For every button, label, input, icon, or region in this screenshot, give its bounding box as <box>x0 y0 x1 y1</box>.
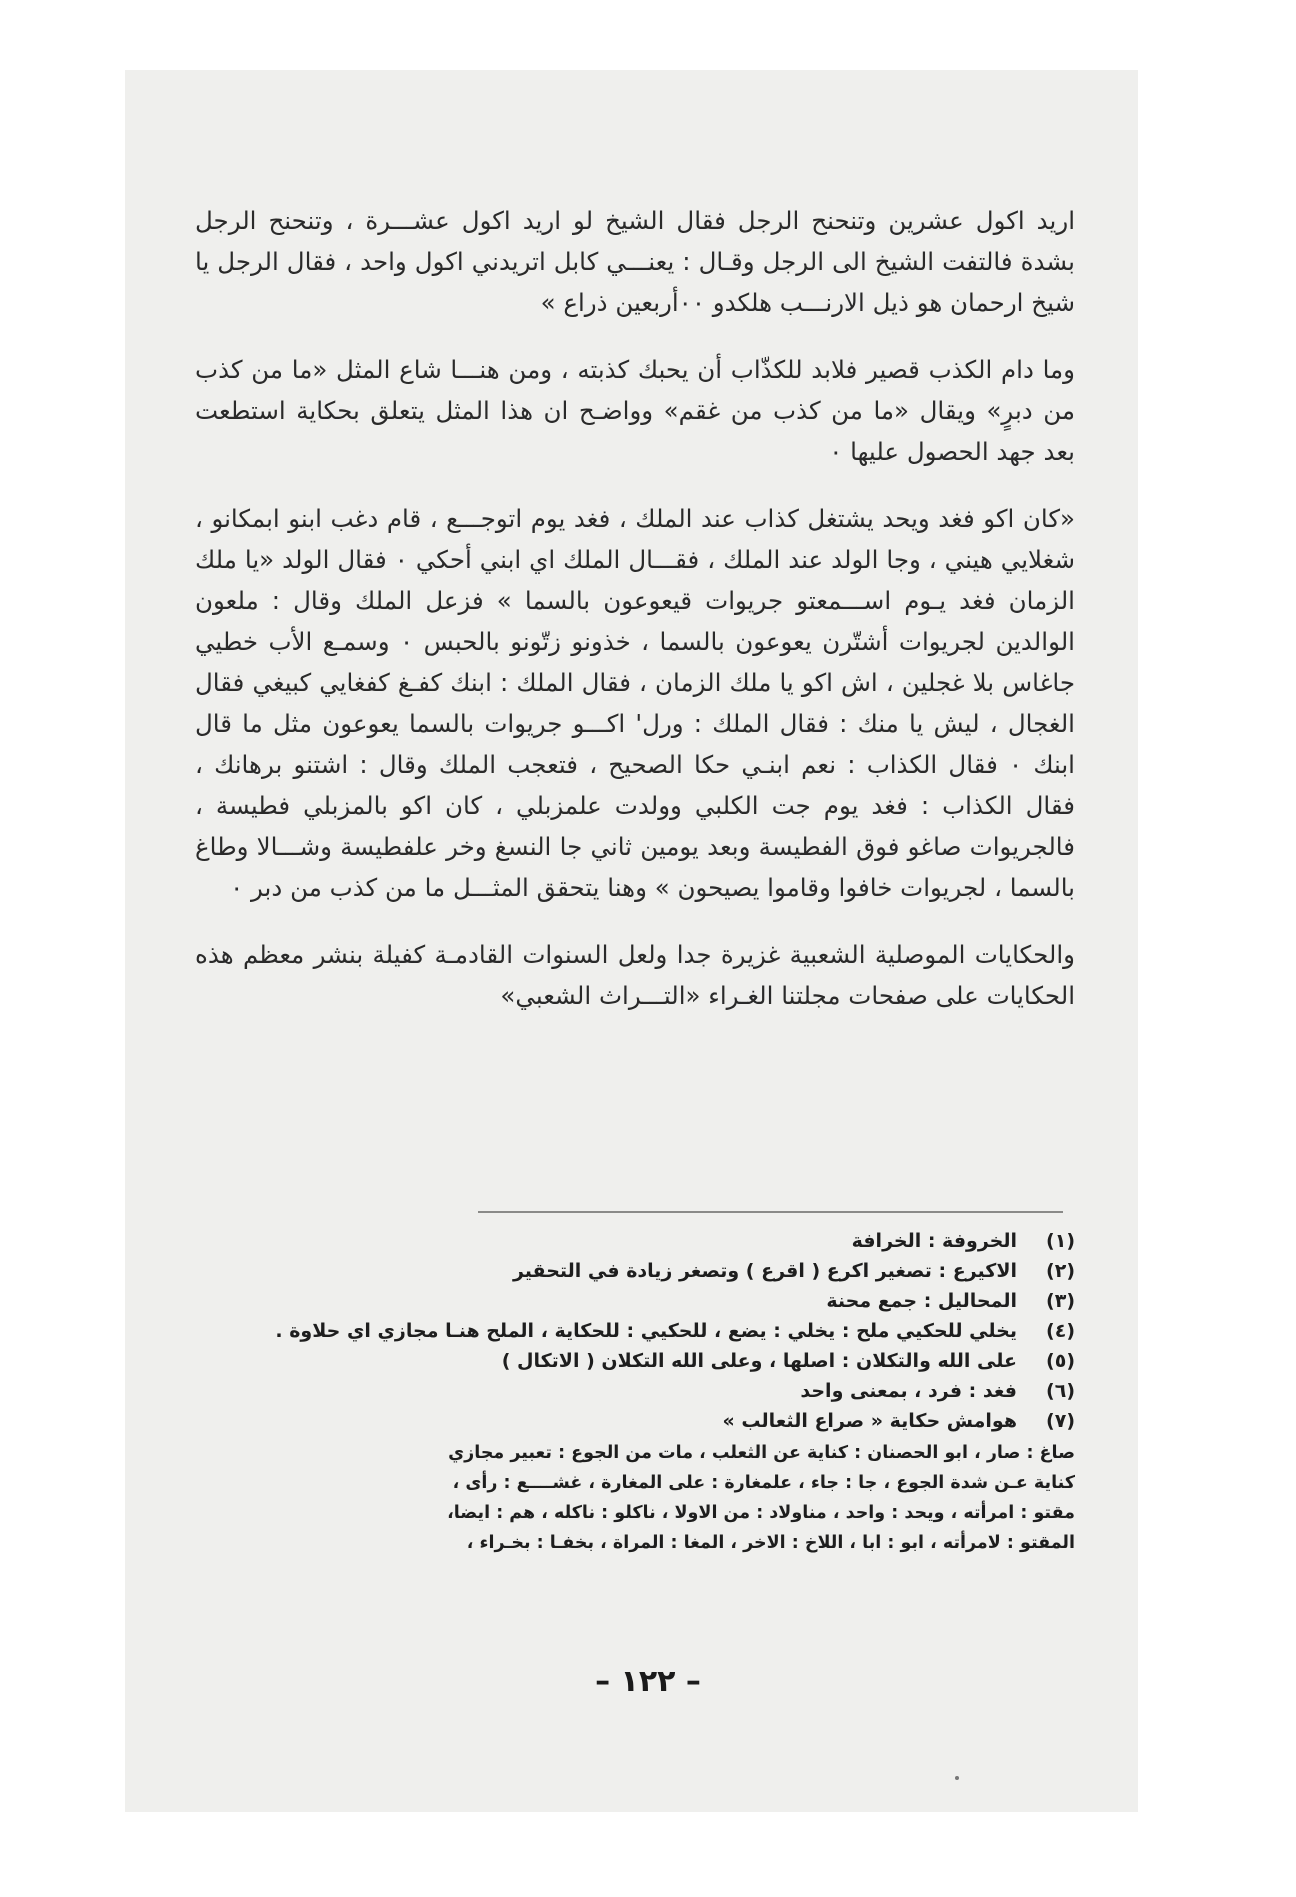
main-text <box>195 200 1075 1016</box>
footnote-number: (٢) <box>1046 1260 1075 1282</box>
footnote-number: (٥) <box>1046 1350 1075 1372</box>
footnote-number: (١) <box>1046 1230 1075 1252</box>
footnote-text: فغد : فرد ، بمعنى واحد <box>800 1380 1017 1402</box>
glossary-line: صاغ : صار ، ابو الحصنان : كناية عن الثعلب ، مات من الجوع : تعبير مجازي <box>448 1443 1075 1463</box>
paragraph: «كان اكو فغد ويحد يشتغل كذاب عند الملك ، فغد يوم اتوجـــع ، قام دغب ابنو ابمكانو ، شغلايي هيني ، وجا الولد عند الملك ، فقـــال الملك اي ابني أحكي ٠ فقال الولد «يا ملك الزمان فغد يـوم اســـمعتو جريوات قيعوعون بالسما » فزعل الملك وقال : ملعون الوالدين لجريوات أشتّرن يعوعون بالسما ، خذونو زتّونو بالحبس ٠ وسمـع الأب خطيي جاغاس بلا غجلين ، اش اكو يا ملك الزمان ، فقال الملك : ابنك كفـغ كفغايي كبيغي فقال الغجال ، ليش يا منك : فقال الملك : ورل' اكـــو جريوات بالسما يعوعون مثل ما قال ابنك ٠ فقال الكذاب : نعم ابنـي حكا الصحيح ، فتعجب الملك وقال : اشتنو برهانك ، فقال الكذاب : فغد يوم جت الكلبي وولدت علمزبلي ، كان اكو بالمزبلي فطيسة ، فالجريوات صاغو فوق الفطيسة وبعد يومين ثاني جا النسغ وخر علفطيسة وشـــالا وطاغ بالسما ، لجريوات خافوا وقاموا يصيحون » وهنا يتحقق المثـــل ما من كذب من دبر ٠ <box>195 504 1075 902</box>
footnote <box>195 1406 1075 1436</box>
footnote-text: الاكيرع : تصغير اكرع ( اقرع ) وتصغر زيادة في التحقير <box>512 1260 1017 1282</box>
page-number: – ١٢٢ – <box>595 1664 701 1699</box>
footnote <box>195 1256 1075 1286</box>
footnote <box>195 1346 1075 1376</box>
footnote <box>195 1316 1075 1346</box>
paragraph: اريد اكول عشرين وتنحنح الرجل فقال الشيخ لو اريد اكول عشـــرة ، وتنحنح الرجل بشدة فالتفت الشيخ الى الرجل وقـال : يعنـــي كابل اتريدني اكول واحد ، فقال الرجل يا شيخ ارحمان هو ذيل الارنـــب هلكدو ٠٠أربعين ذراع » <box>195 206 1075 317</box>
paragraph: وما دام الكذب قصير فلابد للكذّاب أن يحبك كذبته ، ومن هنـــا شاع المثل «ما من كذب من دبرٍ» ويقال «ما من كذب من غقم» وواضـح ان هذا المثل يتعلق بحكاية استطعت بعد جهد الحصول عليها ٠ <box>195 355 1075 466</box>
glossary <box>195 1438 1075 1558</box>
paragraph: والحكايات الموصلية الشعبية غزيرة جدا ولعل السنوات القادمـة كفيلة بنشر معظم هذه الحكايات على صفحات مجلتنا الغـراء «التـــراث الشعبي» <box>195 940 1075 1010</box>
footnote-text: المحاليل : جمع محنة <box>826 1290 1017 1312</box>
footnote <box>195 1286 1075 1316</box>
footnote <box>195 1376 1075 1406</box>
footnote-divider <box>478 1211 1063 1213</box>
footnote-text: الخروفة : الخرافة <box>851 1230 1017 1252</box>
footnote-number: (٦) <box>1046 1380 1075 1402</box>
glossary-line: مقتو : امرأته ، ويحد : واحد ، مناولاد : من الاولا ، ناكلو : ناكله ، هم : ايضا، <box>447 1503 1075 1523</box>
footnote-number: (٧) <box>1046 1410 1075 1432</box>
footnote-text: على الله والتكلان : اصلها ، وعلى الله التكلان ( الاتكال ) <box>501 1350 1017 1372</box>
footnotes <box>195 1226 1075 1558</box>
footnote-number: (٤) <box>1046 1320 1075 1342</box>
scan-speck <box>955 1776 959 1780</box>
footnote-number: (٣) <box>1046 1290 1075 1312</box>
glossary-line: كناية عـن شدة الجوع ، جا : جاء ، علمغارة : على المغارة ، غشــــع : رأى ، <box>452 1473 1075 1493</box>
footnote <box>195 1226 1075 1256</box>
footnote-text: يخلي للحكيي ملح : يخلي : يضع ، للحكيي : للحكاية ، الملح هنـا مجازي اي حلاوة . <box>275 1320 1017 1342</box>
glossary-line: المقتو : لامرأته ، ابو : ابا ، اللاخ : الاخر ، المغا : المراة ، بخفـا : بخـراء ، <box>466 1533 1075 1553</box>
footnote-text: هوامش حكاية « صراع الثعالب » <box>722 1410 1017 1432</box>
